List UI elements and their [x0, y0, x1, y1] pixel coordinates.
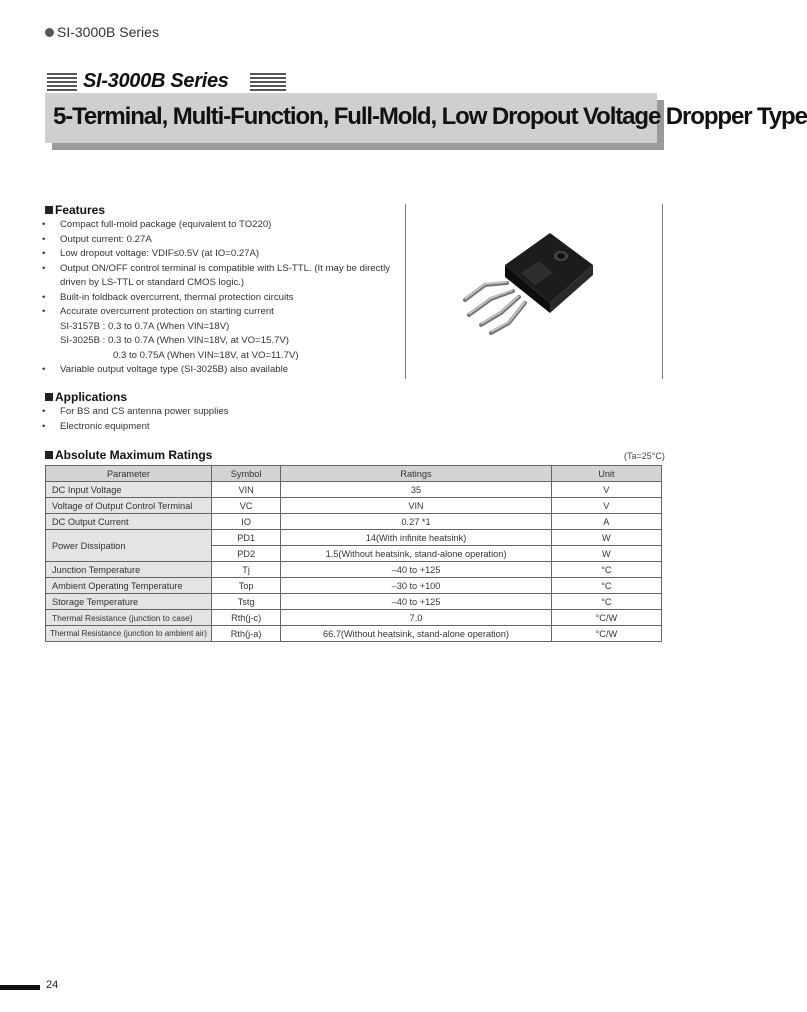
header-parameter: Parameter	[46, 466, 212, 482]
cell-unit: W	[551, 530, 661, 546]
page-number: 24	[46, 979, 59, 991]
table-row	[46, 562, 662, 578]
table-row	[46, 514, 662, 530]
series-title: SI-3000B Series	[83, 70, 229, 92]
cell-symbol: Tj	[211, 562, 280, 578]
cell-symbol: VIN	[211, 482, 280, 498]
ratings-title: Absolute Maximum Ratings	[55, 448, 213, 462]
table-row	[46, 482, 662, 498]
square-bullet-icon	[45, 451, 53, 459]
cell-symbol: Top	[211, 578, 280, 594]
cell-parameter: Thermal Resistance (junction to ambient air)	[46, 626, 212, 642]
table-row	[46, 626, 662, 642]
stripe-decoration-left-icon	[47, 73, 77, 91]
cell-parameter: Junction Temperature	[46, 562, 212, 578]
applications-list	[50, 405, 400, 434]
cell-unit: V	[551, 498, 661, 514]
features-list	[50, 218, 400, 378]
cell-unit: A	[551, 514, 661, 530]
header-symbol: Symbol	[211, 466, 280, 482]
cell-rating: –30 to +100	[281, 578, 551, 594]
list-subitem: SI-3025B : 0.3 to 0.7A (When VIN=18V, at VO=15.7V)	[60, 335, 289, 346]
list-item: • Compact full-mold package (equivalent to TO220)	[50, 218, 400, 233]
list-item: • Accurate overcurrent protection on starting current	[50, 305, 400, 320]
cell-rating: 14(With infinite heatsink)	[281, 530, 551, 546]
image-divider-right	[662, 204, 663, 379]
list-item: • Built-in foldback overcurrent, thermal protection circuits	[50, 291, 400, 306]
cell-symbol: IO	[211, 514, 280, 530]
cell-unit: °C/W	[551, 626, 661, 642]
header-ratings: Ratings	[281, 466, 551, 482]
list-item-continuation: driven by LS-TTL or standard CMOS logic.)	[60, 277, 245, 288]
cell-symbol: VC	[211, 498, 280, 514]
top-series-text: SI-3000B Series	[57, 24, 159, 40]
list-item: • Variable output voltage type (SI-3025B) also available	[50, 363, 400, 378]
product-package-image	[455, 225, 605, 340]
cell-parameter: DC Input Voltage	[46, 482, 212, 498]
ratings-heading	[45, 448, 212, 462]
cell-parameter: DC Output Current	[46, 514, 212, 530]
cell-unit: °C/W	[551, 610, 661, 626]
cell-parameter: Voltage of Output Control Terminal	[46, 498, 212, 514]
title-banner	[45, 93, 807, 143]
top-series-label	[45, 24, 159, 40]
cell-symbol: PD1	[211, 530, 280, 546]
cell-symbol: Rth(j-a)	[211, 626, 280, 642]
list-item: • Electronic equipment	[50, 420, 400, 435]
cell-unit: V	[551, 482, 661, 498]
series-heading	[47, 72, 287, 92]
table-row	[46, 610, 662, 626]
cell-rating: –40 to +125	[281, 594, 551, 610]
package-body-icon	[505, 233, 593, 303]
cell-unit: °C	[551, 562, 661, 578]
square-bullet-icon	[45, 393, 53, 401]
cell-rating: 66.7(Without heatsink, stand-alone operation)	[281, 626, 551, 642]
ratings-condition: (Ta=25°C)	[624, 451, 665, 461]
header-unit: Unit	[551, 466, 661, 482]
package-leads-icon	[465, 283, 525, 333]
applications-heading	[45, 390, 127, 404]
table-row	[46, 578, 662, 594]
page-title: 5-Terminal, Multi-Function, Full-Mold, Low Dropout Voltage Dropper Type	[53, 103, 807, 130]
image-divider-left	[405, 204, 406, 379]
cell-rating: 35	[281, 482, 551, 498]
cell-parameter: Storage Temperature	[46, 594, 212, 610]
cell-symbol: Rth(j-c)	[211, 610, 280, 626]
applications-title: Applications	[55, 390, 128, 404]
cell-symbol: PD2	[211, 546, 280, 562]
cell-rating: 0.27 *1	[281, 514, 551, 530]
stripe-decoration-right-icon	[250, 73, 286, 91]
list-item: • For BS and CS antenna power supplies	[50, 405, 400, 420]
table-row	[46, 594, 662, 610]
table-row	[46, 530, 662, 546]
cell-rating: VIN	[281, 498, 551, 514]
cell-rating: –40 to +125	[281, 562, 551, 578]
cell-parameter: Thermal Resistance (junction to case)	[46, 610, 212, 626]
list-subitem: SI-3157B : 0.3 to 0.7A (When VIN=18V)	[60, 320, 230, 332]
footer-bar	[0, 985, 40, 990]
list-item: • Output current: 0.27A	[50, 233, 400, 248]
bullet-dot-icon	[45, 28, 54, 37]
cell-parameter: Power Dissipation	[46, 530, 212, 562]
features-heading	[45, 203, 105, 217]
square-bullet-icon	[45, 206, 53, 214]
list-subitem: 0.3 to 0.75A (When VIN=18V, at VO=11.7V)	[113, 349, 299, 361]
cell-unit: °C	[551, 594, 661, 610]
ratings-table	[45, 465, 662, 642]
table-header-row	[46, 466, 662, 482]
list-item: • Low dropout voltage: VDIF≤0.5V (at IO=0.27A)	[50, 247, 400, 262]
cell-unit: W	[551, 546, 661, 562]
cell-parameter: Ambient Operating Temperature	[46, 578, 212, 594]
cell-symbol: Tstg	[211, 594, 280, 610]
cell-rating: 7.0	[281, 610, 551, 626]
cell-rating: 1.5(Without heatsink, stand-alone operation)	[281, 546, 551, 562]
list-item: • Output ON/OFF control terminal is compatible with LS-TTL. (It may be directly	[50, 262, 400, 277]
cell-unit: °C	[551, 578, 661, 594]
table-row	[46, 498, 662, 514]
features-title: Features	[55, 203, 106, 217]
